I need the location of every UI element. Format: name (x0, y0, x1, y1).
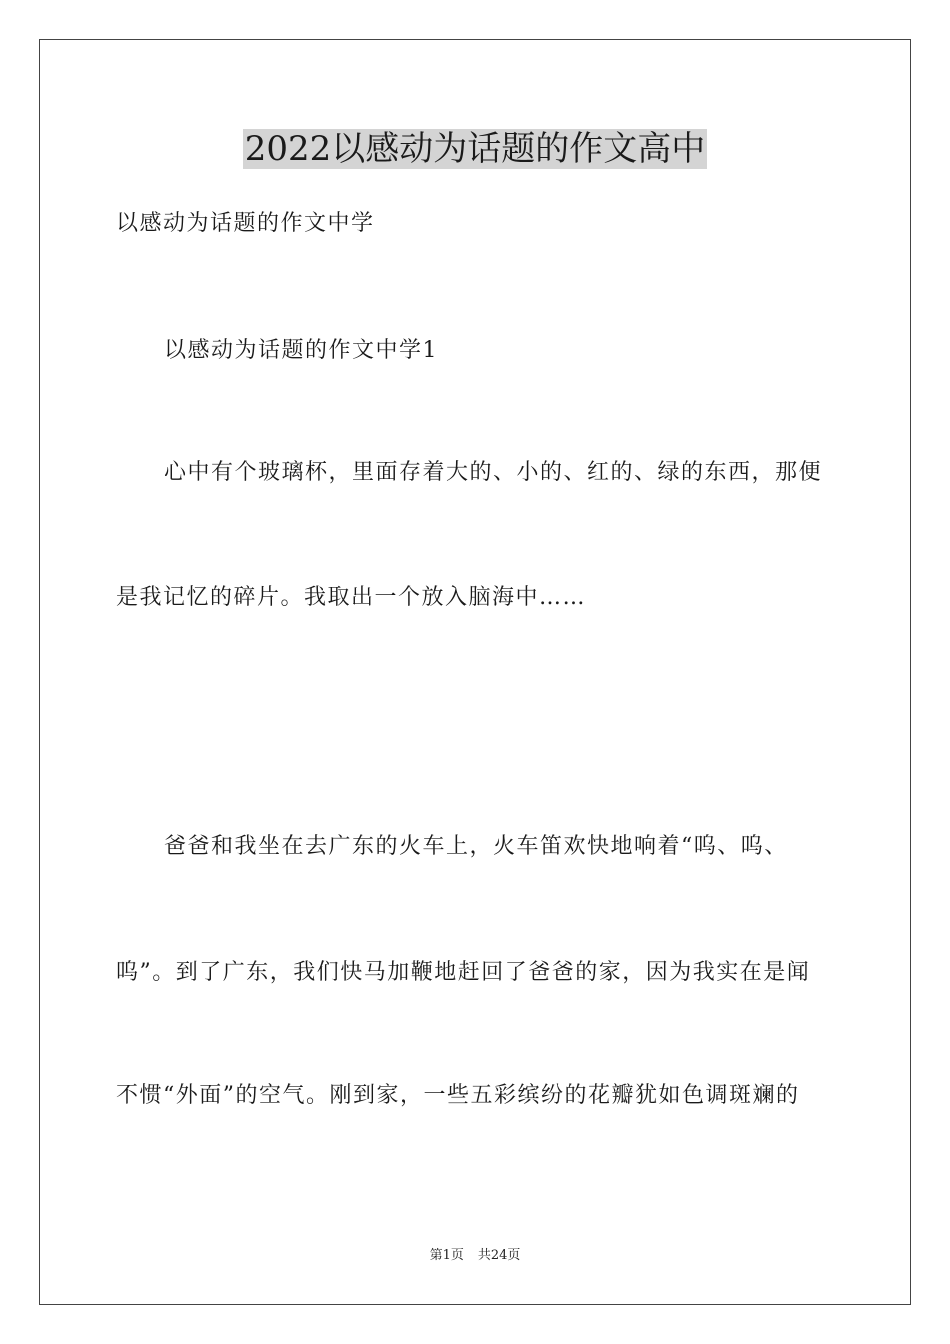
page-footer (0, 1247, 950, 1265)
document-title (0, 126, 950, 172)
paragraph-2-line-2: 呜”。到了广东，我们快马加鞭地赶回了爸爸的家，因为我实在是闻 (116, 960, 811, 985)
paragraph-1-line-1: 心中有个玻璃杯，里面存着大的、小的、红的、绿的东西，那便 (164, 460, 823, 485)
page-number: 第1页 (429, 1248, 464, 1263)
paragraph-2-line-3: 不惯“外面”的空气。刚到家，一些五彩缤纷的花瓣犹如色调斑斓的 (116, 1083, 800, 1108)
page-total: 共24页 (477, 1248, 521, 1263)
subtitle: 以感动为话题的作文中学 (116, 211, 375, 236)
paragraph-1-line-2: 是我记忆的碎片。我取出一个放入脑海中…… (116, 585, 587, 610)
title-text: 2022以感动为话题的作文高中 (244, 129, 706, 169)
paragraph-2-line-1: 爸爸和我坐在去广东的火车上，火车笛欢快地响着“呜、呜、 (164, 834, 788, 859)
section-heading: 以感动为话题的作文中学1 (164, 338, 438, 363)
